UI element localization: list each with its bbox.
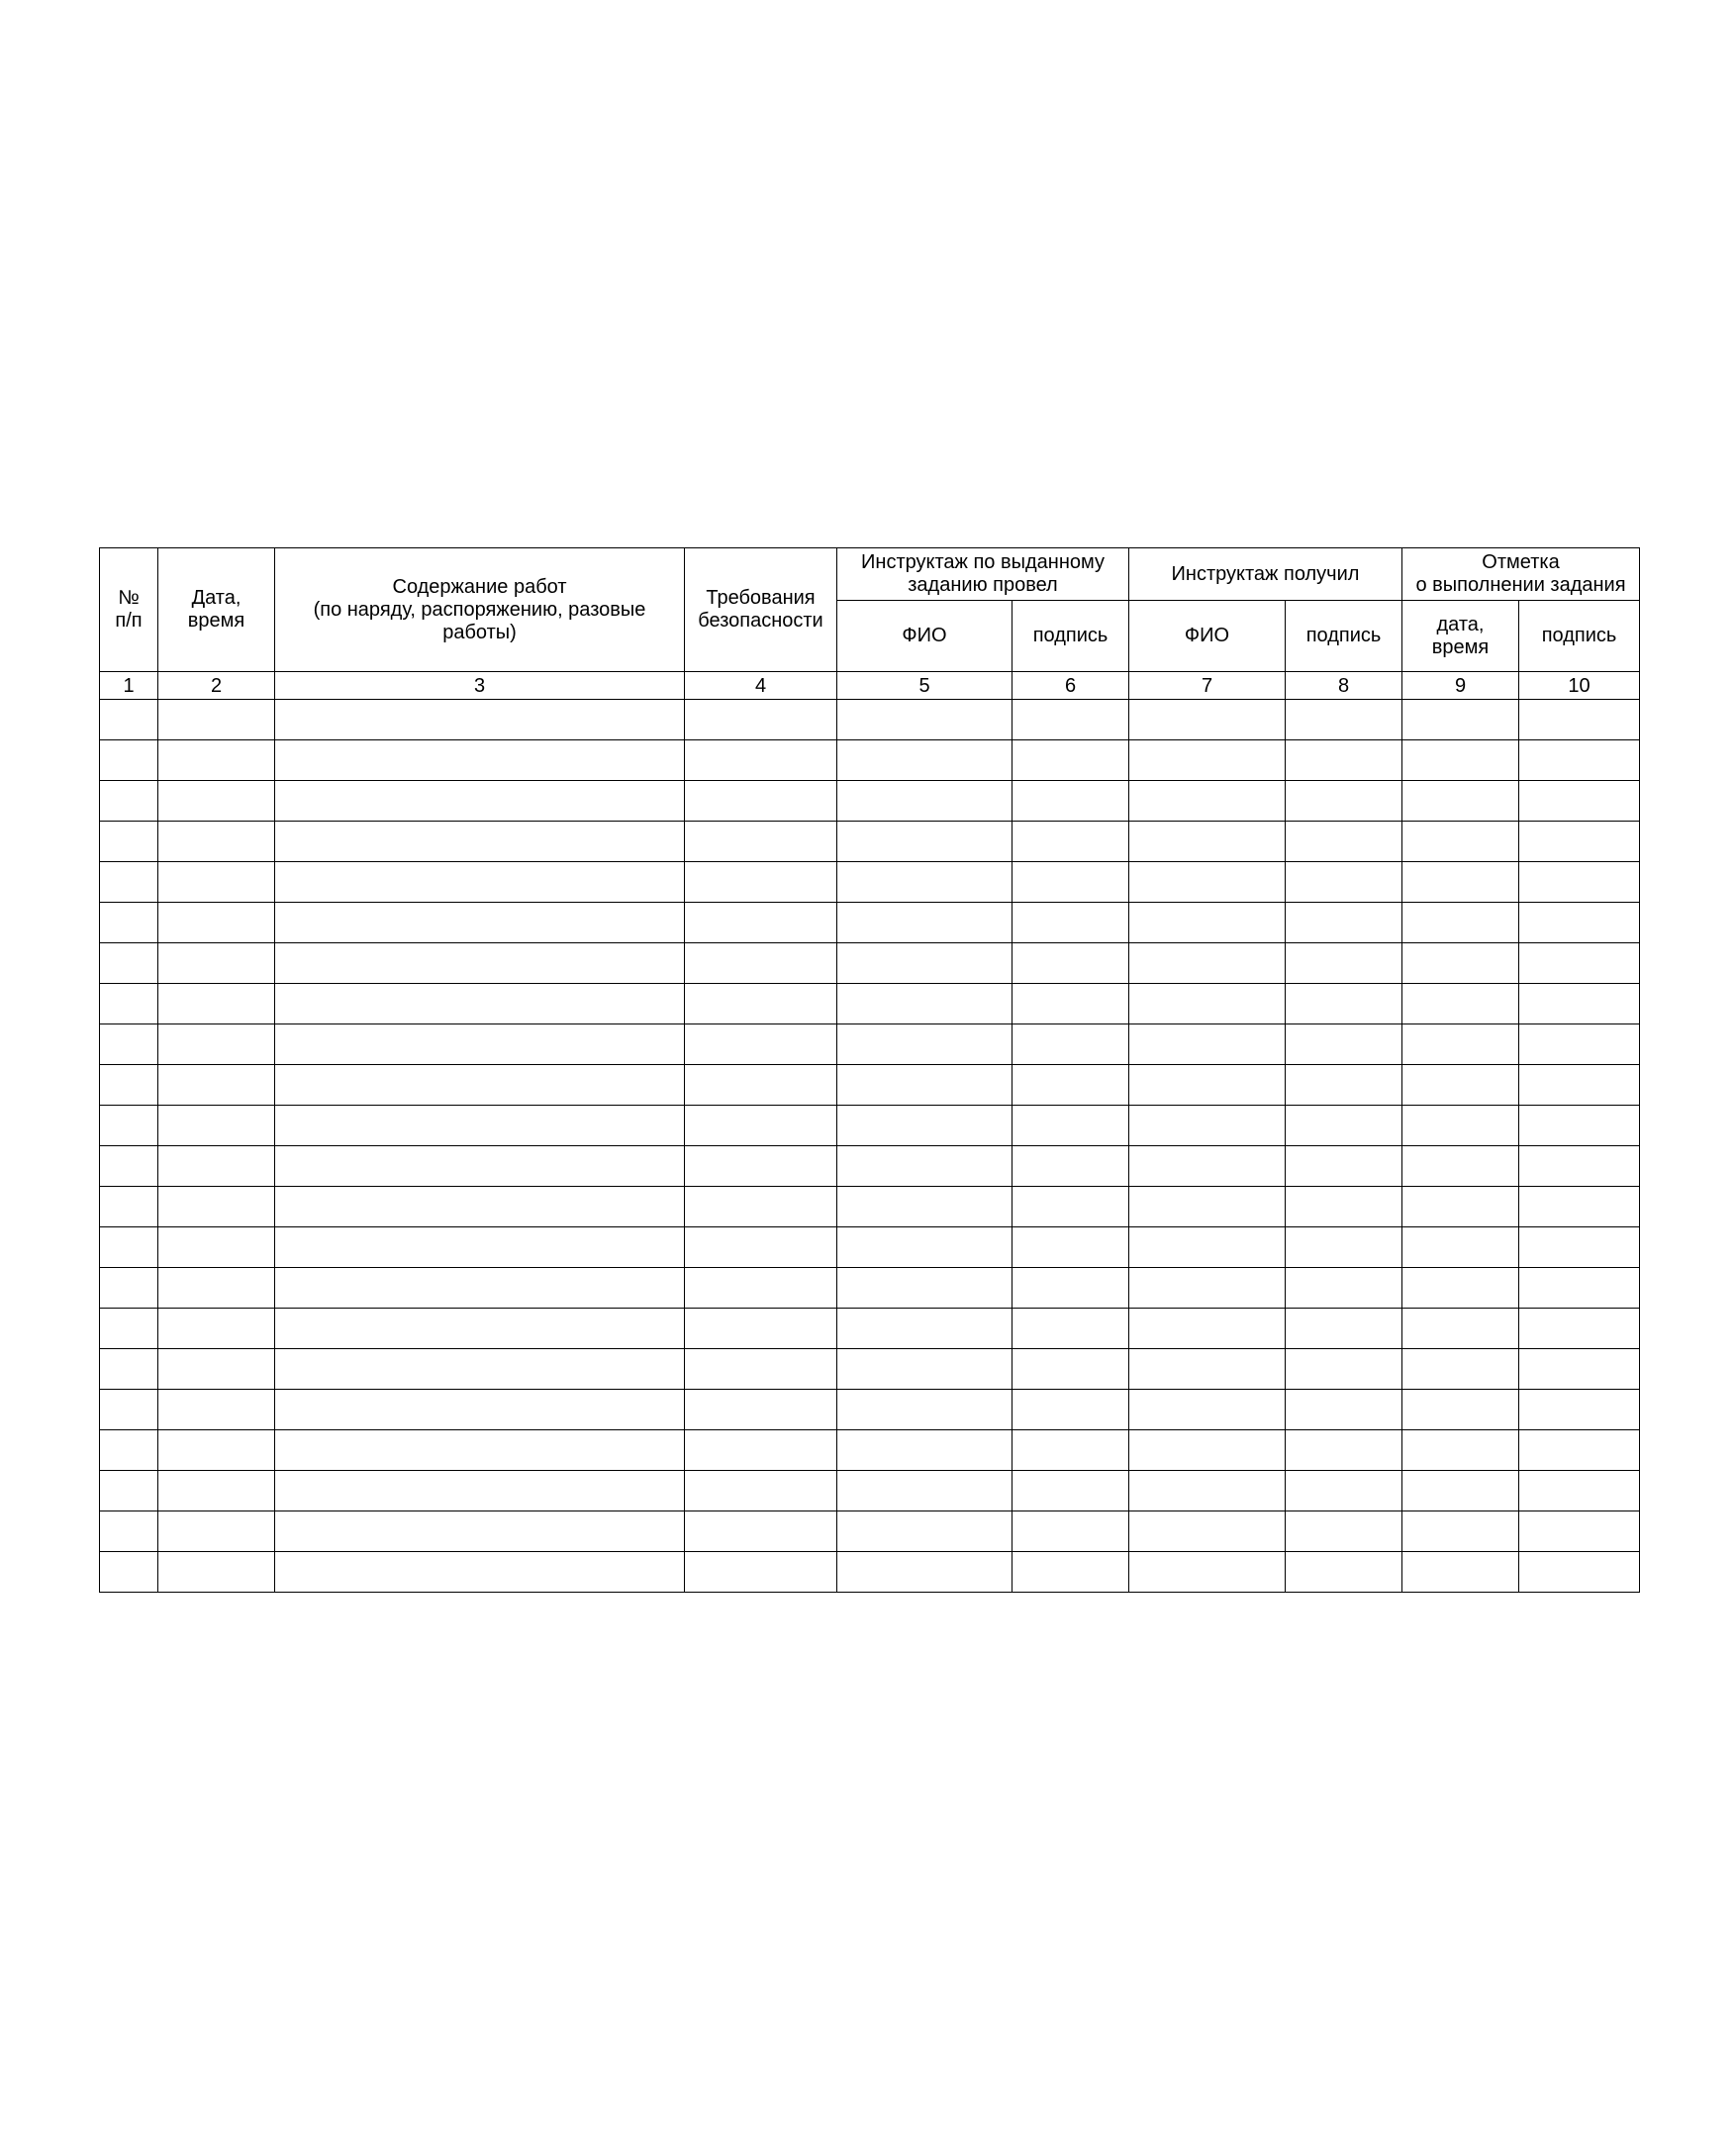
table-cell bbox=[1013, 781, 1129, 822]
table-cell bbox=[100, 1106, 158, 1146]
table-cell bbox=[100, 1065, 158, 1106]
table-cell bbox=[1402, 943, 1519, 984]
table-cell bbox=[1286, 1349, 1402, 1390]
table-cell bbox=[1129, 1187, 1286, 1227]
subheader-given-name: ФИО bbox=[837, 601, 1013, 672]
table-cell bbox=[100, 862, 158, 903]
subheader-received-signature: подпись bbox=[1286, 601, 1402, 672]
table-cell bbox=[1402, 1268, 1519, 1309]
table-cell bbox=[1519, 1065, 1640, 1106]
table-cell bbox=[1402, 1349, 1519, 1390]
table-cell bbox=[1519, 1471, 1640, 1511]
table-cell bbox=[100, 1552, 158, 1593]
table-cell bbox=[275, 740, 685, 781]
table-cell bbox=[275, 984, 685, 1024]
table-cell bbox=[1129, 984, 1286, 1024]
table-cell bbox=[1402, 1146, 1519, 1187]
table-cell bbox=[837, 1471, 1013, 1511]
table-cell bbox=[837, 822, 1013, 862]
table-cell bbox=[1129, 1349, 1286, 1390]
table-cell bbox=[1402, 862, 1519, 903]
table-cell bbox=[1129, 1227, 1286, 1268]
table-cell bbox=[1402, 1227, 1519, 1268]
table-cell bbox=[100, 1187, 158, 1227]
table-cell bbox=[1286, 1227, 1402, 1268]
table-cell bbox=[1402, 1065, 1519, 1106]
table-cell bbox=[1519, 984, 1640, 1024]
table-cell bbox=[837, 781, 1013, 822]
table-cell bbox=[1402, 1430, 1519, 1471]
table-row bbox=[100, 1430, 1640, 1471]
subheader-completion-date: дата, время bbox=[1402, 601, 1519, 672]
table-cell bbox=[837, 1065, 1013, 1106]
table-cell bbox=[837, 740, 1013, 781]
table-cell bbox=[158, 1552, 275, 1593]
table-cell bbox=[837, 1187, 1013, 1227]
table-row bbox=[100, 862, 1640, 903]
table-cell bbox=[1013, 740, 1129, 781]
table-cell bbox=[1013, 1390, 1129, 1430]
table-cell bbox=[100, 1390, 158, 1430]
table-cell bbox=[158, 1227, 275, 1268]
table-cell bbox=[1519, 903, 1640, 943]
table-cell bbox=[685, 1227, 837, 1268]
table-cell bbox=[1013, 1268, 1129, 1309]
table-row bbox=[100, 1309, 1640, 1349]
table-cell bbox=[275, 903, 685, 943]
column-number: 6 bbox=[1013, 672, 1129, 700]
table-cell bbox=[1129, 1146, 1286, 1187]
table-cell bbox=[1402, 1511, 1519, 1552]
header-date-time: Дата, время bbox=[158, 548, 275, 672]
column-number: 7 bbox=[1129, 672, 1286, 700]
column-number: 9 bbox=[1402, 672, 1519, 700]
table-cell bbox=[275, 700, 685, 740]
table-cell bbox=[1129, 1024, 1286, 1065]
table-cell bbox=[685, 1146, 837, 1187]
table-cell bbox=[1129, 1268, 1286, 1309]
table-cell bbox=[1129, 740, 1286, 781]
table-cell bbox=[275, 1024, 685, 1065]
table-cell bbox=[275, 781, 685, 822]
table-cell bbox=[158, 903, 275, 943]
table-row bbox=[100, 1146, 1640, 1187]
table-cell bbox=[1013, 1430, 1129, 1471]
table-cell bbox=[1519, 1227, 1640, 1268]
table-cell bbox=[1519, 1268, 1640, 1309]
header-row-main bbox=[100, 548, 1640, 601]
table-cell bbox=[685, 1065, 837, 1106]
table-cell bbox=[1286, 781, 1402, 822]
table-row bbox=[100, 1268, 1640, 1309]
table-cell bbox=[1519, 1146, 1640, 1187]
table-cell bbox=[275, 1390, 685, 1430]
table-cell bbox=[1402, 984, 1519, 1024]
table-cell bbox=[685, 1511, 837, 1552]
table-cell bbox=[275, 1268, 685, 1309]
table-row bbox=[100, 740, 1640, 781]
table-cell bbox=[837, 1146, 1013, 1187]
column-number: 8 bbox=[1286, 672, 1402, 700]
table-cell bbox=[275, 822, 685, 862]
table-cell bbox=[685, 1471, 837, 1511]
table-cell bbox=[837, 1430, 1013, 1471]
table-cell bbox=[685, 1106, 837, 1146]
table-row bbox=[100, 943, 1640, 984]
table-cell bbox=[1519, 822, 1640, 862]
table-cell bbox=[837, 862, 1013, 903]
table-cell bbox=[100, 1511, 158, 1552]
table-cell bbox=[100, 943, 158, 984]
table-cell bbox=[158, 822, 275, 862]
header-work-content: Содержание работ (по наряду, распоряжению, разовые работы) bbox=[275, 548, 685, 672]
table-cell bbox=[1286, 1552, 1402, 1593]
table-cell bbox=[1286, 740, 1402, 781]
table-cell bbox=[158, 1024, 275, 1065]
table-cell bbox=[1519, 1552, 1640, 1593]
table-cell bbox=[1519, 1511, 1640, 1552]
table-cell bbox=[158, 1106, 275, 1146]
table-cell bbox=[1129, 1511, 1286, 1552]
table-cell bbox=[1286, 1430, 1402, 1471]
table-cell bbox=[685, 822, 837, 862]
table-cell bbox=[275, 1227, 685, 1268]
table-cell bbox=[100, 1227, 158, 1268]
table-row bbox=[100, 1552, 1640, 1593]
table-cell bbox=[100, 781, 158, 822]
table-cell bbox=[158, 984, 275, 1024]
column-number: 3 bbox=[275, 672, 685, 700]
table-row bbox=[100, 1511, 1640, 1552]
table-cell bbox=[1129, 903, 1286, 943]
table-cell bbox=[158, 740, 275, 781]
table-cell bbox=[1013, 700, 1129, 740]
table-cell bbox=[1402, 781, 1519, 822]
table-cell bbox=[685, 1390, 837, 1430]
table-cell bbox=[275, 1349, 685, 1390]
table-cell bbox=[837, 1390, 1013, 1430]
table-cell bbox=[275, 1309, 685, 1349]
table-cell bbox=[1013, 862, 1129, 903]
column-number: 5 bbox=[837, 672, 1013, 700]
table-cell bbox=[158, 943, 275, 984]
table-cell bbox=[1286, 1187, 1402, 1227]
table-cell bbox=[1519, 1024, 1640, 1065]
table-cell bbox=[685, 984, 837, 1024]
table-cell bbox=[685, 1187, 837, 1227]
table-cell bbox=[1519, 1106, 1640, 1146]
table-cell bbox=[1013, 1309, 1129, 1349]
table-cell bbox=[158, 1430, 275, 1471]
table-cell bbox=[275, 1187, 685, 1227]
table-cell bbox=[1129, 1106, 1286, 1146]
table-cell bbox=[837, 1309, 1013, 1349]
table-cell bbox=[158, 1146, 275, 1187]
table-cell bbox=[1129, 822, 1286, 862]
table-cell bbox=[1286, 1511, 1402, 1552]
table-cell bbox=[1402, 1309, 1519, 1349]
table-cell bbox=[1013, 822, 1129, 862]
table-cell bbox=[158, 1349, 275, 1390]
table-cell bbox=[685, 903, 837, 943]
table-cell bbox=[1402, 1024, 1519, 1065]
table-cell bbox=[100, 822, 158, 862]
table-cell bbox=[1129, 1552, 1286, 1593]
table-cell bbox=[1013, 943, 1129, 984]
table-cell bbox=[1013, 1552, 1129, 1593]
table-cell bbox=[837, 1268, 1013, 1309]
table-cell bbox=[1129, 700, 1286, 740]
header-number: № п/п bbox=[100, 548, 158, 672]
table-cell bbox=[1286, 943, 1402, 984]
table-cell bbox=[1129, 781, 1286, 822]
table-cell bbox=[837, 1552, 1013, 1593]
table-cell bbox=[100, 700, 158, 740]
table-cell bbox=[275, 1065, 685, 1106]
table-cell bbox=[1519, 1390, 1640, 1430]
table-cell bbox=[1519, 862, 1640, 903]
table-cell bbox=[158, 1511, 275, 1552]
table-cell bbox=[685, 1430, 837, 1471]
table-cell bbox=[1286, 862, 1402, 903]
column-number-row bbox=[100, 672, 1640, 700]
table-row bbox=[100, 700, 1640, 740]
table-row bbox=[100, 984, 1640, 1024]
table-cell bbox=[1286, 1309, 1402, 1349]
table-cell bbox=[685, 1024, 837, 1065]
table-cell bbox=[1013, 1024, 1129, 1065]
table-cell bbox=[1129, 1309, 1286, 1349]
table-cell bbox=[158, 862, 275, 903]
table-cell bbox=[100, 1146, 158, 1187]
table-row bbox=[100, 1106, 1640, 1146]
table-cell bbox=[158, 1309, 275, 1349]
table-cell bbox=[1402, 1552, 1519, 1593]
work-log-table bbox=[99, 547, 1640, 1593]
table-cell bbox=[1013, 1106, 1129, 1146]
table-cell bbox=[1286, 984, 1402, 1024]
table-cell bbox=[1519, 700, 1640, 740]
table-cell bbox=[1402, 700, 1519, 740]
table-cell bbox=[1286, 1065, 1402, 1106]
table-cell bbox=[1402, 1106, 1519, 1146]
table-cell bbox=[275, 943, 685, 984]
table-cell bbox=[1013, 1471, 1129, 1511]
table-cell bbox=[837, 700, 1013, 740]
header-safety-requirements: Требования безопасности bbox=[685, 548, 837, 672]
table-cell bbox=[1286, 1471, 1402, 1511]
table-cell bbox=[685, 781, 837, 822]
table-cell bbox=[158, 1471, 275, 1511]
table-row bbox=[100, 1227, 1640, 1268]
column-number: 10 bbox=[1519, 672, 1640, 700]
header-completion-mark: Отметка о выполнении задания bbox=[1402, 548, 1640, 601]
table-row bbox=[100, 1187, 1640, 1227]
table-cell bbox=[1519, 943, 1640, 984]
table-cell bbox=[158, 1390, 275, 1430]
table-cell bbox=[275, 1146, 685, 1187]
table-cell bbox=[275, 862, 685, 903]
subheader-received-name: ФИО bbox=[1129, 601, 1286, 672]
table-cell bbox=[837, 1349, 1013, 1390]
table-cell bbox=[158, 1187, 275, 1227]
table-cell bbox=[685, 1268, 837, 1309]
table-cell bbox=[100, 740, 158, 781]
column-number: 2 bbox=[158, 672, 275, 700]
table-cell bbox=[158, 700, 275, 740]
table-cell bbox=[100, 903, 158, 943]
table-cell bbox=[1519, 1349, 1640, 1390]
table-row bbox=[100, 1471, 1640, 1511]
table-cell bbox=[837, 1106, 1013, 1146]
table-cell bbox=[1286, 1146, 1402, 1187]
table-cell bbox=[1013, 1227, 1129, 1268]
table-cell bbox=[685, 862, 837, 903]
table-cell bbox=[1013, 903, 1129, 943]
table-cell bbox=[1013, 1065, 1129, 1106]
table-cell bbox=[685, 740, 837, 781]
table-cell bbox=[685, 1552, 837, 1593]
table-cell bbox=[1519, 1187, 1640, 1227]
table-cell bbox=[1013, 1187, 1129, 1227]
table-cell bbox=[685, 1309, 837, 1349]
table-cell bbox=[1013, 1349, 1129, 1390]
table-cell bbox=[837, 903, 1013, 943]
header-briefing-given: Инструктаж по выданному заданию провел bbox=[837, 548, 1129, 601]
header-briefing-received: Инструктаж получил bbox=[1129, 548, 1402, 601]
table-cell bbox=[100, 1471, 158, 1511]
table-row bbox=[100, 1349, 1640, 1390]
table-cell bbox=[1402, 1187, 1519, 1227]
table-cell bbox=[1402, 903, 1519, 943]
table-cell bbox=[100, 1349, 158, 1390]
table-cell bbox=[1402, 822, 1519, 862]
table-cell bbox=[1402, 1471, 1519, 1511]
table-cell bbox=[685, 700, 837, 740]
table-cell bbox=[1129, 943, 1286, 984]
table-cell bbox=[1402, 1390, 1519, 1430]
table-cell bbox=[275, 1471, 685, 1511]
table-cell bbox=[275, 1106, 685, 1146]
table-cell bbox=[685, 943, 837, 984]
table-cell bbox=[100, 984, 158, 1024]
table-cell bbox=[1286, 700, 1402, 740]
table-row bbox=[100, 1024, 1640, 1065]
table-cell bbox=[275, 1511, 685, 1552]
table-cell bbox=[1286, 903, 1402, 943]
table-cell bbox=[1519, 781, 1640, 822]
table-cell bbox=[158, 1065, 275, 1106]
table-cell bbox=[837, 984, 1013, 1024]
table-cell bbox=[1013, 984, 1129, 1024]
table-cell bbox=[158, 781, 275, 822]
table-cell bbox=[1519, 1430, 1640, 1471]
subheader-completion-signature: подпись bbox=[1519, 601, 1640, 672]
table-cell bbox=[100, 1430, 158, 1471]
table-cell bbox=[837, 943, 1013, 984]
table-cell bbox=[685, 1349, 837, 1390]
column-number: 4 bbox=[685, 672, 837, 700]
table-cell bbox=[1286, 1024, 1402, 1065]
table-cell bbox=[1286, 1390, 1402, 1430]
table-cell bbox=[1129, 862, 1286, 903]
table-cell bbox=[1129, 1065, 1286, 1106]
table-cell bbox=[158, 1268, 275, 1309]
table-row bbox=[100, 822, 1640, 862]
table-cell bbox=[100, 1268, 158, 1309]
column-number: 1 bbox=[100, 672, 158, 700]
table-cell bbox=[1519, 740, 1640, 781]
table-cell bbox=[1519, 1309, 1640, 1349]
table-cell bbox=[837, 1024, 1013, 1065]
table-cell bbox=[1286, 1268, 1402, 1309]
table-cell bbox=[275, 1552, 685, 1593]
table-cell bbox=[837, 1511, 1013, 1552]
table-cell bbox=[1129, 1390, 1286, 1430]
table-cell bbox=[1013, 1511, 1129, 1552]
table-row bbox=[100, 1065, 1640, 1106]
table-cell bbox=[1129, 1471, 1286, 1511]
table-cell bbox=[1286, 1106, 1402, 1146]
subheader-given-signature: подпись bbox=[1013, 601, 1129, 672]
table-cell bbox=[1129, 1430, 1286, 1471]
table-cell bbox=[275, 1430, 685, 1471]
table-row bbox=[100, 903, 1640, 943]
table-cell bbox=[100, 1309, 158, 1349]
table-cell bbox=[1013, 1146, 1129, 1187]
table-cell bbox=[1402, 740, 1519, 781]
table-row bbox=[100, 781, 1640, 822]
table-row bbox=[100, 1390, 1640, 1430]
table-cell bbox=[1286, 822, 1402, 862]
table-cell bbox=[100, 1024, 158, 1065]
table-cell bbox=[837, 1227, 1013, 1268]
